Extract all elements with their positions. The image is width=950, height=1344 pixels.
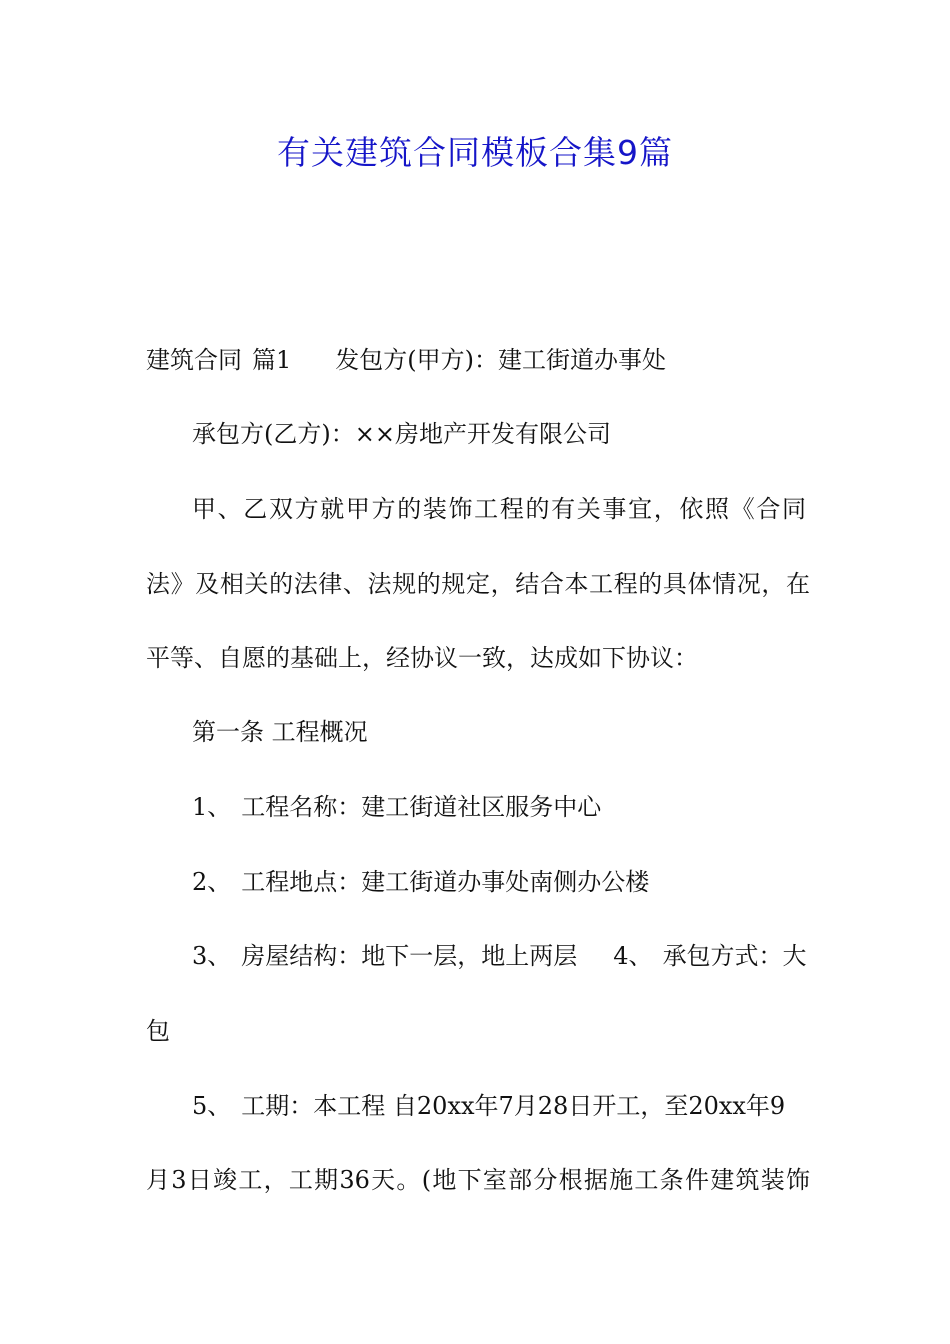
list-item-3-number: 3、 <box>192 942 232 970</box>
intro-paragraph-line-1: 甲、乙双方就甲方的装饰工程的有关事宜，依照《合同 <box>192 495 806 523</box>
party-a-text: 发包方(甲方)：建工街道办事处 <box>335 346 667 374</box>
list-item-2-text: 工程地点：建工街道办事处南侧办公楼 <box>241 868 650 896</box>
list-item-2 <box>192 864 856 900</box>
list-item-3-text: 房屋结构：地下一层，地上两层 <box>241 942 578 970</box>
list-item-5-line-1 <box>192 1088 806 1124</box>
section-heading: 建筑合同 <box>146 346 242 374</box>
intro-paragraph-line-2: 法》及相关的法律、法规的规定，结合本工程的具体情况，在 <box>146 570 810 598</box>
intro-paragraph-line-3: 平等、自愿的基础上，经协议一致，达成如下协议： <box>146 644 698 672</box>
list-item-4-number: 4、 <box>613 942 653 970</box>
list-item-5-number: 5、 <box>192 1092 232 1120</box>
list-item-2-number: 2、 <box>192 868 232 896</box>
list-item-1 <box>192 789 856 825</box>
document-title: 有关建筑合同模板合集9篇 <box>277 133 673 172</box>
list-item-1-text: 工程名称：建工街道社区服务中心 <box>241 793 602 821</box>
list-item-4-continuation: 包 <box>146 1017 170 1045</box>
list-item-3-4 <box>192 938 806 974</box>
party-b-text: 承包方(乙方)：××房地产开发有限公司 <box>192 420 611 448</box>
list-item-5-text-line-1: 工期：本工程 自20xx年7月28日开工，至20xx年9 <box>241 1092 786 1120</box>
section-heading-line <box>146 342 810 378</box>
list-item-1-number: 1、 <box>192 793 232 821</box>
article-1-title: 第一条 工程概况 <box>192 718 368 746</box>
list-item-4-text: 承包方式：大 <box>662 942 807 970</box>
list-item-5-line-2: 月3日竣工，工期36天。(地下室部分根据施工条件建筑装饰 <box>146 1166 810 1194</box>
section-number: 篇1 <box>252 346 292 374</box>
